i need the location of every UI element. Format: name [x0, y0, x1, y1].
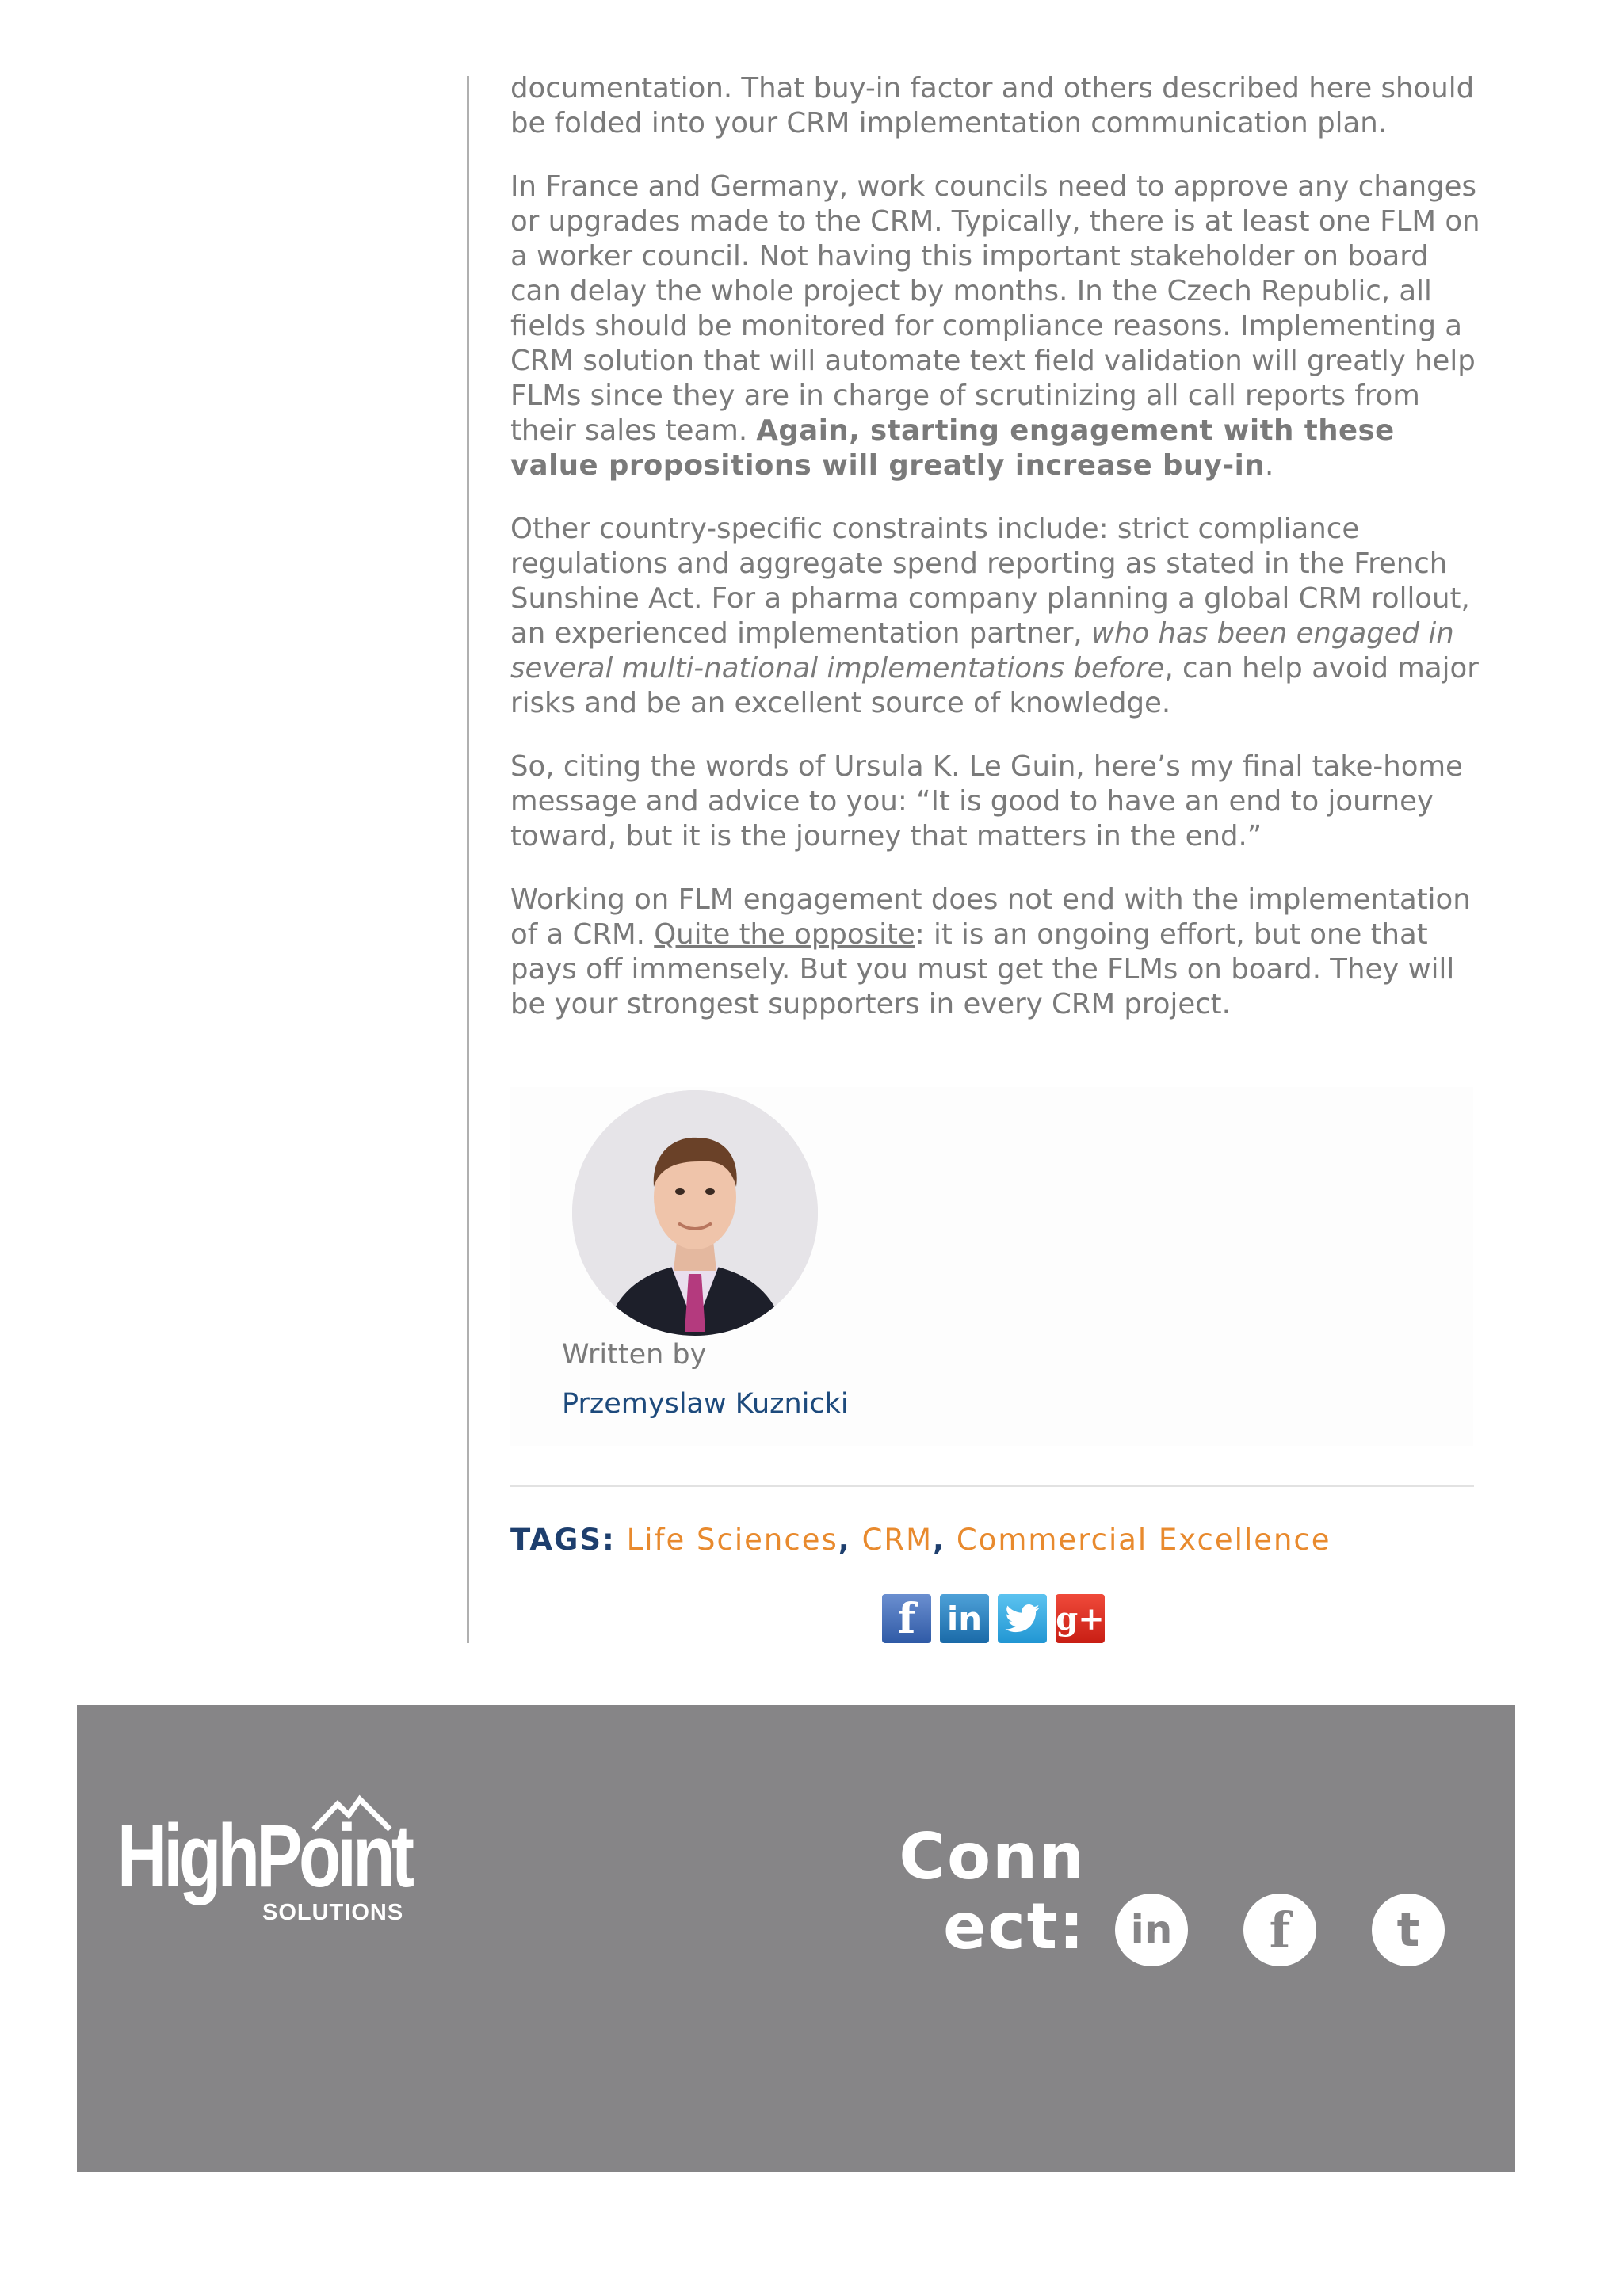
article-body: [510, 71, 1481, 1051]
tag-separator: ,: [933, 1523, 946, 1557]
paragraph-5-end: : it is an ongoing effort, but one that pays off immensely. But you must get the FLMs on board. They will be your strongest supporters in every CRM project.: [510, 918, 1455, 1020]
share-facebook-icon[interactable]: [882, 1594, 931, 1643]
divider: [510, 1485, 1474, 1487]
paragraph-2-end: .: [1265, 449, 1274, 482]
footer-linkedin-icon[interactable]: [1115, 1894, 1188, 1966]
paragraph-3-end: , can help avoid major risks and be an excellent source of knowledge.: [510, 652, 1479, 719]
vertical-rule: [467, 76, 469, 1643]
paragraph-5-text: Working on FLM engagement does not end with the implementation of a CRM.: [510, 883, 1471, 951]
logo-main-text: HighPoint: [117, 1806, 411, 1905]
author-avatar: [572, 1090, 818, 1336]
author-name-link[interactable]: Przemyslaw Kuznicki: [562, 1388, 849, 1420]
paragraph-1: [510, 71, 1481, 141]
paragraph-2-bold: Again, starting engagement with these value propositions will greatly increase buy-in: [510, 414, 1395, 482]
tag-crm[interactable]: CRM: [861, 1523, 934, 1557]
paragraph-2: [510, 170, 1481, 483]
footer-facebook-icon[interactable]: [1243, 1894, 1316, 1966]
paragraph-3: [510, 512, 1481, 721]
paragraph-4-text: So, citing the words of Ursula K. Le Guin, here’s my final take-home message and advice to you: “It is good to have an end to journey toward, but it is the journey that matters in the end.”: [510, 750, 1463, 852]
paragraph-5: [510, 883, 1481, 1022]
share-twitter-icon[interactable]: [998, 1594, 1047, 1643]
footer-twitter-glyph: t: [1396, 1902, 1420, 1958]
footer-linkedin-glyph: in: [1130, 1907, 1173, 1953]
tag-commercial-excellence[interactable]: Commercial Excellence: [956, 1523, 1331, 1557]
tag-life-sciences[interactable]: Life Sciences: [626, 1523, 838, 1557]
paragraph-4: [510, 749, 1481, 854]
highpoint-logo[interactable]: [117, 1794, 434, 1929]
written-by-label: Written by: [562, 1339, 707, 1371]
paragraph-2-text: In France and Germany, work councils need to approve any changes or upgrades made to the CRM. Typically, there is at least one FLM on a worker council. Not having this important stakeholder on board can delay the whole project by months. In the Czech Republic, all fields should be monitored for compliance reasons. Implementing a CRM solution that will automate text field validation will greatly help FLMs since they are in charge of scrutinizing all call reports from their sales team.: [510, 170, 1480, 447]
share-linkedin-icon[interactable]: [940, 1594, 989, 1643]
tag-separator: ,: [838, 1523, 851, 1557]
tags-row: [510, 1523, 1331, 1557]
connect-label: Connect:: [899, 1820, 1086, 1963]
footer-twitter-icon[interactable]: [1372, 1894, 1445, 1966]
share-facebook-glyph: f: [897, 1594, 916, 1643]
share-linkedin-glyph: in: [946, 1599, 983, 1638]
paragraph-3-italic: who has been engaged in several multi-national implementations before: [510, 617, 1454, 685]
paragraph-1-text: documentation. That buy-in factor and others described here should be folded into your CRM implementation communication plan.: [510, 72, 1475, 139]
paragraph-3-text: Other country-specific constraints include: strict compliance regulations and aggregate spend reporting as stated in the French Sunshine Act. For a pharma company planning a global CRM rollout, an experienced implementation partner,: [510, 513, 1470, 650]
tags-label: TAGS:: [510, 1523, 616, 1557]
twitter-bird-icon: [1005, 1604, 1040, 1633]
share-googleplus-icon[interactable]: [1056, 1594, 1105, 1643]
quite-the-opposite-link[interactable]: Quite the opposite: [654, 918, 915, 951]
footer-facebook-glyph: f: [1269, 1901, 1291, 1959]
logo-sub-text: SOLUTIONS: [262, 1900, 404, 1925]
share-buttons: [882, 1594, 1105, 1643]
share-googleplus-glyph: g+: [1056, 1600, 1105, 1638]
